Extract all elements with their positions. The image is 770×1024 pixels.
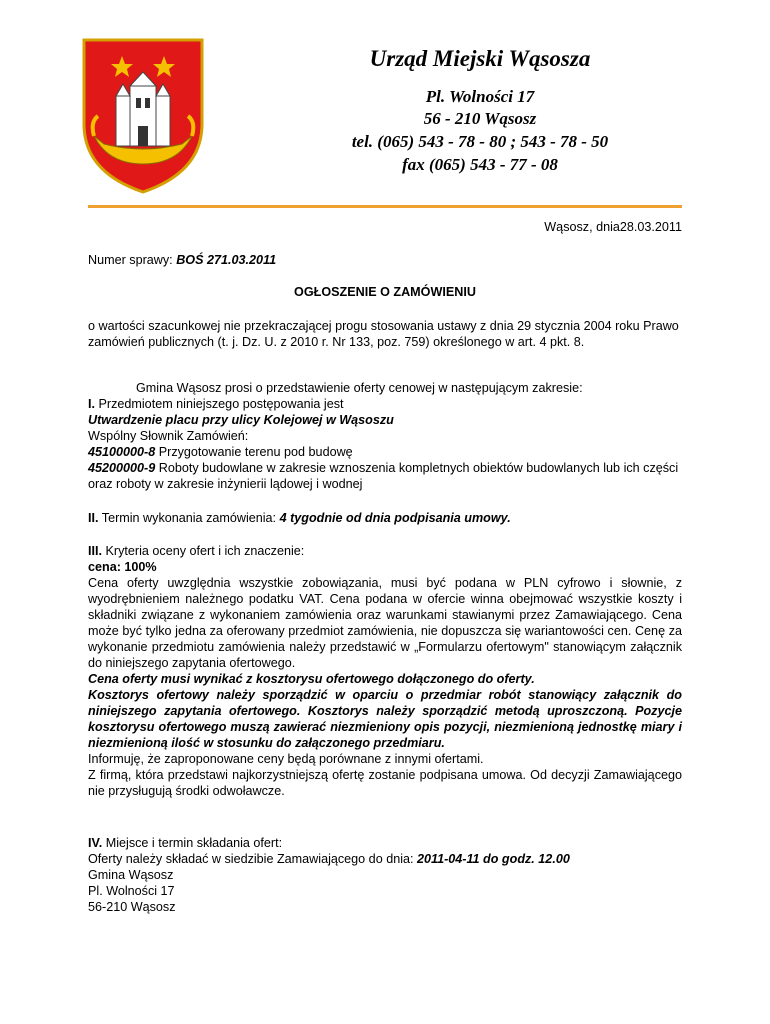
cpv-code-1-line [88, 444, 682, 460]
cpv-code-2-text: Roboty budowlane w zakresie wznoszenia kompletnych obiektów budowlanych lub ich części oraz roboty w zakresie inżynierii lądowej i wodnej [88, 461, 679, 491]
coat-of-arms-icon [78, 36, 208, 196]
section-1-label-line [88, 396, 682, 412]
section-2 [88, 510, 682, 526]
case-number-value: BOŚ 271.03.2011 [176, 253, 277, 267]
section-1-subject: Utwardzenie placu przy ulicy Kolejowej w Wąsoszu [88, 413, 394, 427]
section-4-line-1: Oferty należy składać w siedzibie Zamawiającego do dnia: [88, 852, 417, 866]
office-title: Urząd Miejski Wąsosza [369, 46, 591, 71]
section-4-deadline-line [88, 851, 682, 867]
section-4-address-1: Gmina Wąsosz [88, 868, 174, 882]
office-address-street: Pl. Wolności 17 [425, 87, 535, 106]
section-3-label: Kryteria oceny ofert i ich znaczenie: [102, 544, 305, 558]
section-4-label-line [88, 835, 682, 851]
section-4-deadline: 2011-04-11 do godz. 12.00 [417, 852, 570, 866]
cpv-code-1: 45100000-8 [88, 445, 156, 459]
section-1-lead: Gmina Wąsosz prosi o przedstawienie oferty cenowej w następującym zakresie: [136, 381, 583, 395]
section-3-label-line [88, 543, 682, 559]
office-phone: tel. (065) 543 - 78 - 80 ; 543 - 78 - 50 [351, 132, 609, 151]
section-3-criterion: cena: 100% [88, 560, 157, 574]
case-number-label: Numer sprawy: [88, 253, 177, 267]
section-3 [88, 543, 682, 799]
section-4-address-3: 56-210 Wąsosz [88, 900, 176, 914]
section-3-paragraph-2: Informuję, że zaproponowane ceny będą porównane z innymi ofertami. [88, 752, 484, 766]
section-2-number: II. [88, 511, 99, 525]
section-3-paragraph-1: Cena oferty uwzględnia wszystkie zobowiązania, musi być podana w PLN cyfrowo i słownie, z wyodrębnieniem należnego podatku VAT. Cena podana w ofercie winna obejmować wszystkie koszty i składniki związane z wykonaniem zamówienia oraz warunkami stawianymi przez Zamawiającego. Cena może być tylko jedna za oferowany przedmiot zamówienia, nie dopuszcza się wariantowości cen. Cenę za wykonanie przedmiotu zamówienia należy przedstawić w „Formularzu ofertowym" stanowiącym załącznik do niniejszego zapytania ofertowego. [88, 576, 682, 670]
document-heading: OGŁOSZENIE O ZAMÓWIENIU [294, 285, 476, 299]
cpv-code-2-line [88, 460, 682, 492]
date-line: Wąsosz, dnia28.03.2011 [544, 220, 682, 234]
cpv-code-2: 45200000-9 [88, 461, 156, 475]
section-4 [88, 835, 682, 915]
office-fax: fax (065) 543 - 77 - 08 [402, 155, 558, 174]
section-4-address-2: Pl. Wolności 17 [88, 884, 175, 898]
section-3-bold-2: Kosztorys ofertowy należy sporządzić w oparciu o przedmiar robót stanowiący załącznik do niniejszego zapytania ofertowego. Kosztorys należy sporządzić metodą uproszczoną. Pozycje kosztorysu ofertowego muszą zawierać niezmieniony opis pozycji, niezmienioną jednostkę miary i niezmienioną ilość w stosunku do załączonego przedmiaru. [88, 688, 682, 750]
section-3-number: III. [88, 544, 102, 558]
case-number [88, 252, 682, 268]
section-1-number: I. [88, 397, 95, 411]
section-1-label: Przedmiotem niniejszego postępowania jest [95, 397, 344, 411]
section-4-label: Miejsce i termin składania ofert: [102, 836, 283, 850]
cpv-code-1-text: Przygotowanie terenu pod budowę [155, 445, 353, 459]
section-2-value: 4 tygodnie od dnia podpisania umowy. [279, 511, 511, 525]
section-3-bold-1: Cena oferty musi wynikać z kosztorysu ofertowego dołączonego do oferty. [88, 672, 535, 686]
section-3-paragraph-3: Z firmą, która przedstawi najkorzystniejszą ofertę zostanie podpisana umowa. Od decyzji Zamawiającego nie przysługują środki odwoławcze. [88, 768, 682, 798]
office-address-city: 56 - 210 Wąsosz [423, 109, 537, 128]
section-4-number: IV. [88, 836, 103, 850]
section-1-dictionary: Wspólny Słownik Zamówień: [88, 429, 249, 443]
section-1 [88, 380, 682, 492]
intro-paragraph: o wartości szacunkowej nie przekraczającej progu stosowania ustawy z dnia 29 stycznia 2004 roku Prawo zamówień publicznych (t. j. Dz. U. z 2010 r. Nr 133, poz. 759) określonego w art. 4 pkt. 8. [88, 319, 679, 349]
header-divider [88, 205, 682, 208]
section-2-label: Termin wykonania zamówienia: [98, 511, 280, 525]
